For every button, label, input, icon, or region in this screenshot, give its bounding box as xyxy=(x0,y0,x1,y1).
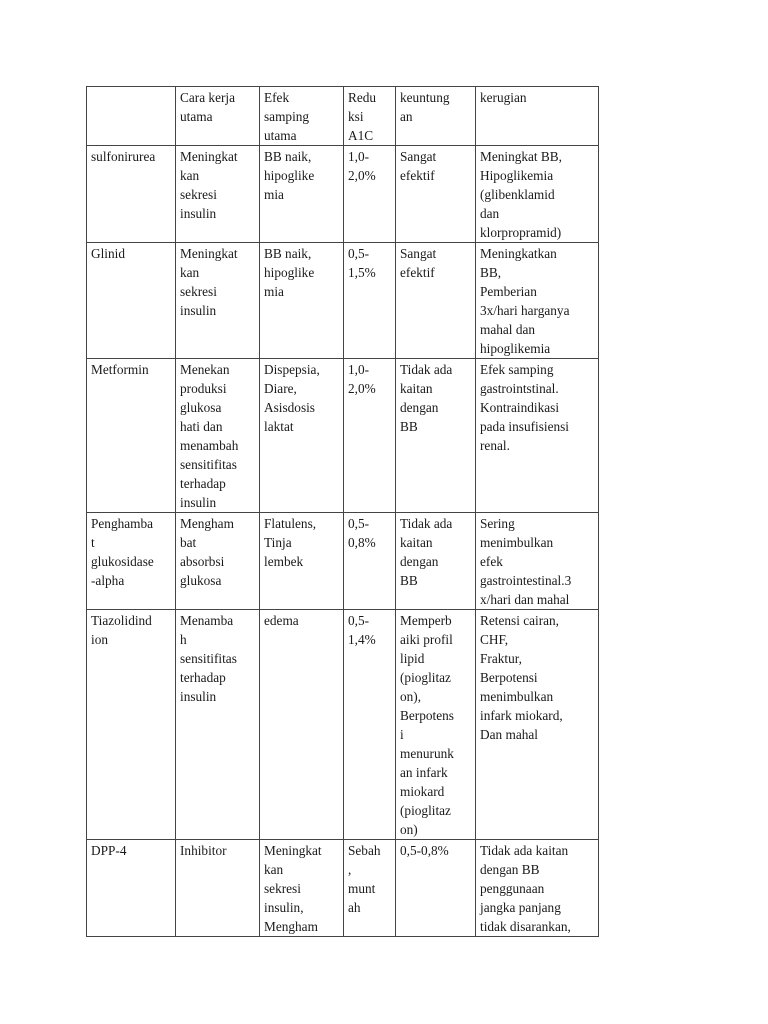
table-row xyxy=(87,359,599,513)
header-cell-reduksi: Redu ksi A1C xyxy=(344,87,396,146)
table-cell: Mengham bat absorbsi glukosa xyxy=(176,513,260,610)
table-cell: BB naik, hipoglike mia xyxy=(260,146,344,243)
table-cell: Meningkat kan sekresi insulin xyxy=(176,146,260,243)
table-cell: Glinid xyxy=(87,243,176,359)
table-row xyxy=(87,243,599,359)
table-cell: 1,0- 2,0% xyxy=(344,359,396,513)
table-cell: Meningkat BB, Hipoglikemia (glibenklamid dan klorpropramid) xyxy=(476,146,599,243)
table-cell: Tiazolidind ion xyxy=(87,610,176,840)
table-cell: Sering menimbulkan efek gastrointestinal.3 x/hari dan mahal xyxy=(476,513,599,610)
table-cell: Tidak ada kaitan dengan BB penggunaan jangka panjang tidak disarankan, xyxy=(476,840,599,937)
table-cell: Meningkat kan sekresi insulin, Mengham xyxy=(260,840,344,937)
table-cell: Sangat efektif xyxy=(396,243,476,359)
table-cell: Dispepsia, Diare, Asisdosis laktat xyxy=(260,359,344,513)
table-cell: Retensi cairan, CHF, Fraktur, Berpotensi menimbulkan infark miokard, Dan mahal xyxy=(476,610,599,840)
table-cell: Menamba h sensitifitas terhadap insulin xyxy=(176,610,260,840)
table-cell: Flatulens, Tinja lembek xyxy=(260,513,344,610)
table-cell: Meningkatkan BB, Pemberian 3x/hari harganya mahal dan hipoglikemia xyxy=(476,243,599,359)
table-cell: Metformin xyxy=(87,359,176,513)
table-row xyxy=(87,840,599,937)
table-header-row xyxy=(87,87,599,146)
table-cell: Sebah , munt ah xyxy=(344,840,396,937)
table-row xyxy=(87,146,599,243)
table-cell: Sangat efektif xyxy=(396,146,476,243)
table-cell: 1,0- 2,0% xyxy=(344,146,396,243)
table-cell: DPP-4 xyxy=(87,840,176,937)
table-row xyxy=(87,513,599,610)
table-cell: Efek samping gastrointstinal. Kontraindikasi pada insufisiensi renal. xyxy=(476,359,599,513)
table-cell: Tidak ada kaitan dengan BB xyxy=(396,513,476,610)
table-cell: Menekan produksi glukosa hati dan menambah sensitifitas terhadap insulin xyxy=(176,359,260,513)
table-cell: Penghamba t glukosidase -alpha xyxy=(87,513,176,610)
table-cell: Inhibitor xyxy=(176,840,260,937)
table-cell: Memperb aiki profil lipid (pioglitaz on), Berpotens i menurunk an infark miokard (pioglitaz on) xyxy=(396,610,476,840)
table-cell: sulfonirurea xyxy=(87,146,176,243)
table-cell: 0,5-0,8% xyxy=(396,840,476,937)
header-cell-keuntungan: keuntung an xyxy=(396,87,476,146)
header-cell-cara-kerja: Cara kerja utama xyxy=(176,87,260,146)
table-cell: edema xyxy=(260,610,344,840)
table-cell: Tidak ada kaitan dengan BB xyxy=(396,359,476,513)
table-row xyxy=(87,610,599,840)
header-cell-empty xyxy=(87,87,176,146)
table-cell: Meningkat kan sekresi insulin xyxy=(176,243,260,359)
table-cell: 0,5- 1,4% xyxy=(344,610,396,840)
diabetes-drug-table xyxy=(86,86,599,937)
header-cell-efek-samping: Efek samping utama xyxy=(260,87,344,146)
table-cell: 0,5- 0,8% xyxy=(344,513,396,610)
table-cell: 0,5- 1,5% xyxy=(344,243,396,359)
header-cell-kerugian: kerugian xyxy=(476,87,599,146)
table-cell: BB naik, hipoglike mia xyxy=(260,243,344,359)
